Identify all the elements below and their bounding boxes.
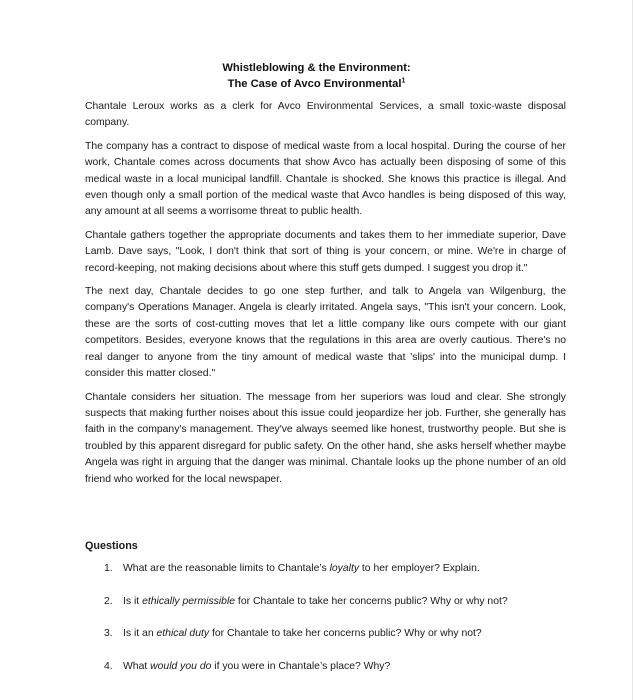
title-footnote-marker: 1	[401, 77, 406, 85]
question-item	[85, 626, 566, 642]
question-text-after: for Chantale to take her concerns public? Why or why not?	[235, 595, 508, 607]
question-emphasis: loyalty	[329, 563, 360, 574]
question-text-after: if you were in Chantale’s place? Why?	[211, 660, 391, 672]
question-text-before: What are the reasonable limits to Chantale’s	[123, 563, 330, 574]
question-text-after: to her employer? Explain.	[359, 563, 480, 574]
question-text-after: for Chantale to take her concerns public? Why or why not?	[209, 628, 482, 639]
paragraph-manager: The next day, Chantale decides to go one step further, and talk to Angela van Wilgenburg, the company's Operations Manager. Angela is clearly irritated. Angela says, "This isn't your concern. Look, these are the sorts of cost-cutting moves that let a little company like ours compete with our giant competitors. Besides, everyone knows that the regulations in this area are overly cautious. There's no real danger to anyone from the tiny amount of medical waste that 'slips' into the municipal dump. I consider this matter closed."	[85, 286, 566, 380]
question-item	[85, 561, 566, 577]
title-line-2	[0, 76, 633, 92]
question-text-before: Is it an	[123, 628, 157, 639]
question-number: 3.	[104, 628, 113, 639]
question-item	[85, 594, 566, 610]
question-number: 4.	[104, 660, 113, 672]
paragraph-discovery: The company has a contract to dispose of medical waste from a local hospital. During the course of her work, Chantale comes across documents that show Avco has actually been disposing of some of this medical waste in a local municipal landfill. Chantale is shocked. She knows this practice is illegal. And even though only a small portion of the medical waste that Avco handles is being disposed of this way, any amount at all seems a worrisome threat to public health.	[85, 140, 566, 218]
question-number: 2.	[104, 595, 113, 607]
questions-section	[85, 538, 566, 675]
question-emphasis: would you do	[150, 660, 212, 672]
questions-heading: Questions	[85, 540, 138, 552]
document-title	[0, 60, 633, 92]
question-emphasis: ethically permissible	[142, 595, 236, 607]
question-item	[85, 659, 566, 675]
question-number: 1.	[104, 563, 113, 574]
case-body	[85, 99, 566, 495]
question-text-before: Is it	[123, 595, 143, 607]
paragraph-superior: Chantale gathers together the appropriate documents and takes them to her immediate superior, Dave Lamb. Dave says, "Look, I don't think that sort of thing is your concern, or mine. We're in charge of record-keeping, not making decisions about where this stuff gets dumped. I suggest you drop it."	[85, 229, 566, 274]
title-line-2-text: The Case of Avco Environmental	[227, 78, 402, 90]
paragraph-dilemma: Chantale considers her situation. The message from her superiors was loud and clear. She strongly suspects that making further noises about this issue could jeopardize her job. Further, she generally has faith in the company's management. They've always seemed like honest, trustworthy people. But she is troubled by this apparent disregard for public safety. On the other hand, she asks herself whether maybe Angela was right in arguing that the danger was minimal. Chantale looks up the phone number of an old friend who worked for the local newspaper.	[85, 391, 566, 485]
paragraph-intro: Chantale Leroux works as a clerk for Avco Environmental Services, a small toxic-waste disposal company.	[85, 101, 566, 129]
questions-list	[85, 561, 566, 675]
question-text-before: What	[123, 660, 151, 672]
question-emphasis: ethical duty	[156, 628, 210, 639]
title-line-1: Whistleblowing & the Environment:	[222, 62, 411, 74]
